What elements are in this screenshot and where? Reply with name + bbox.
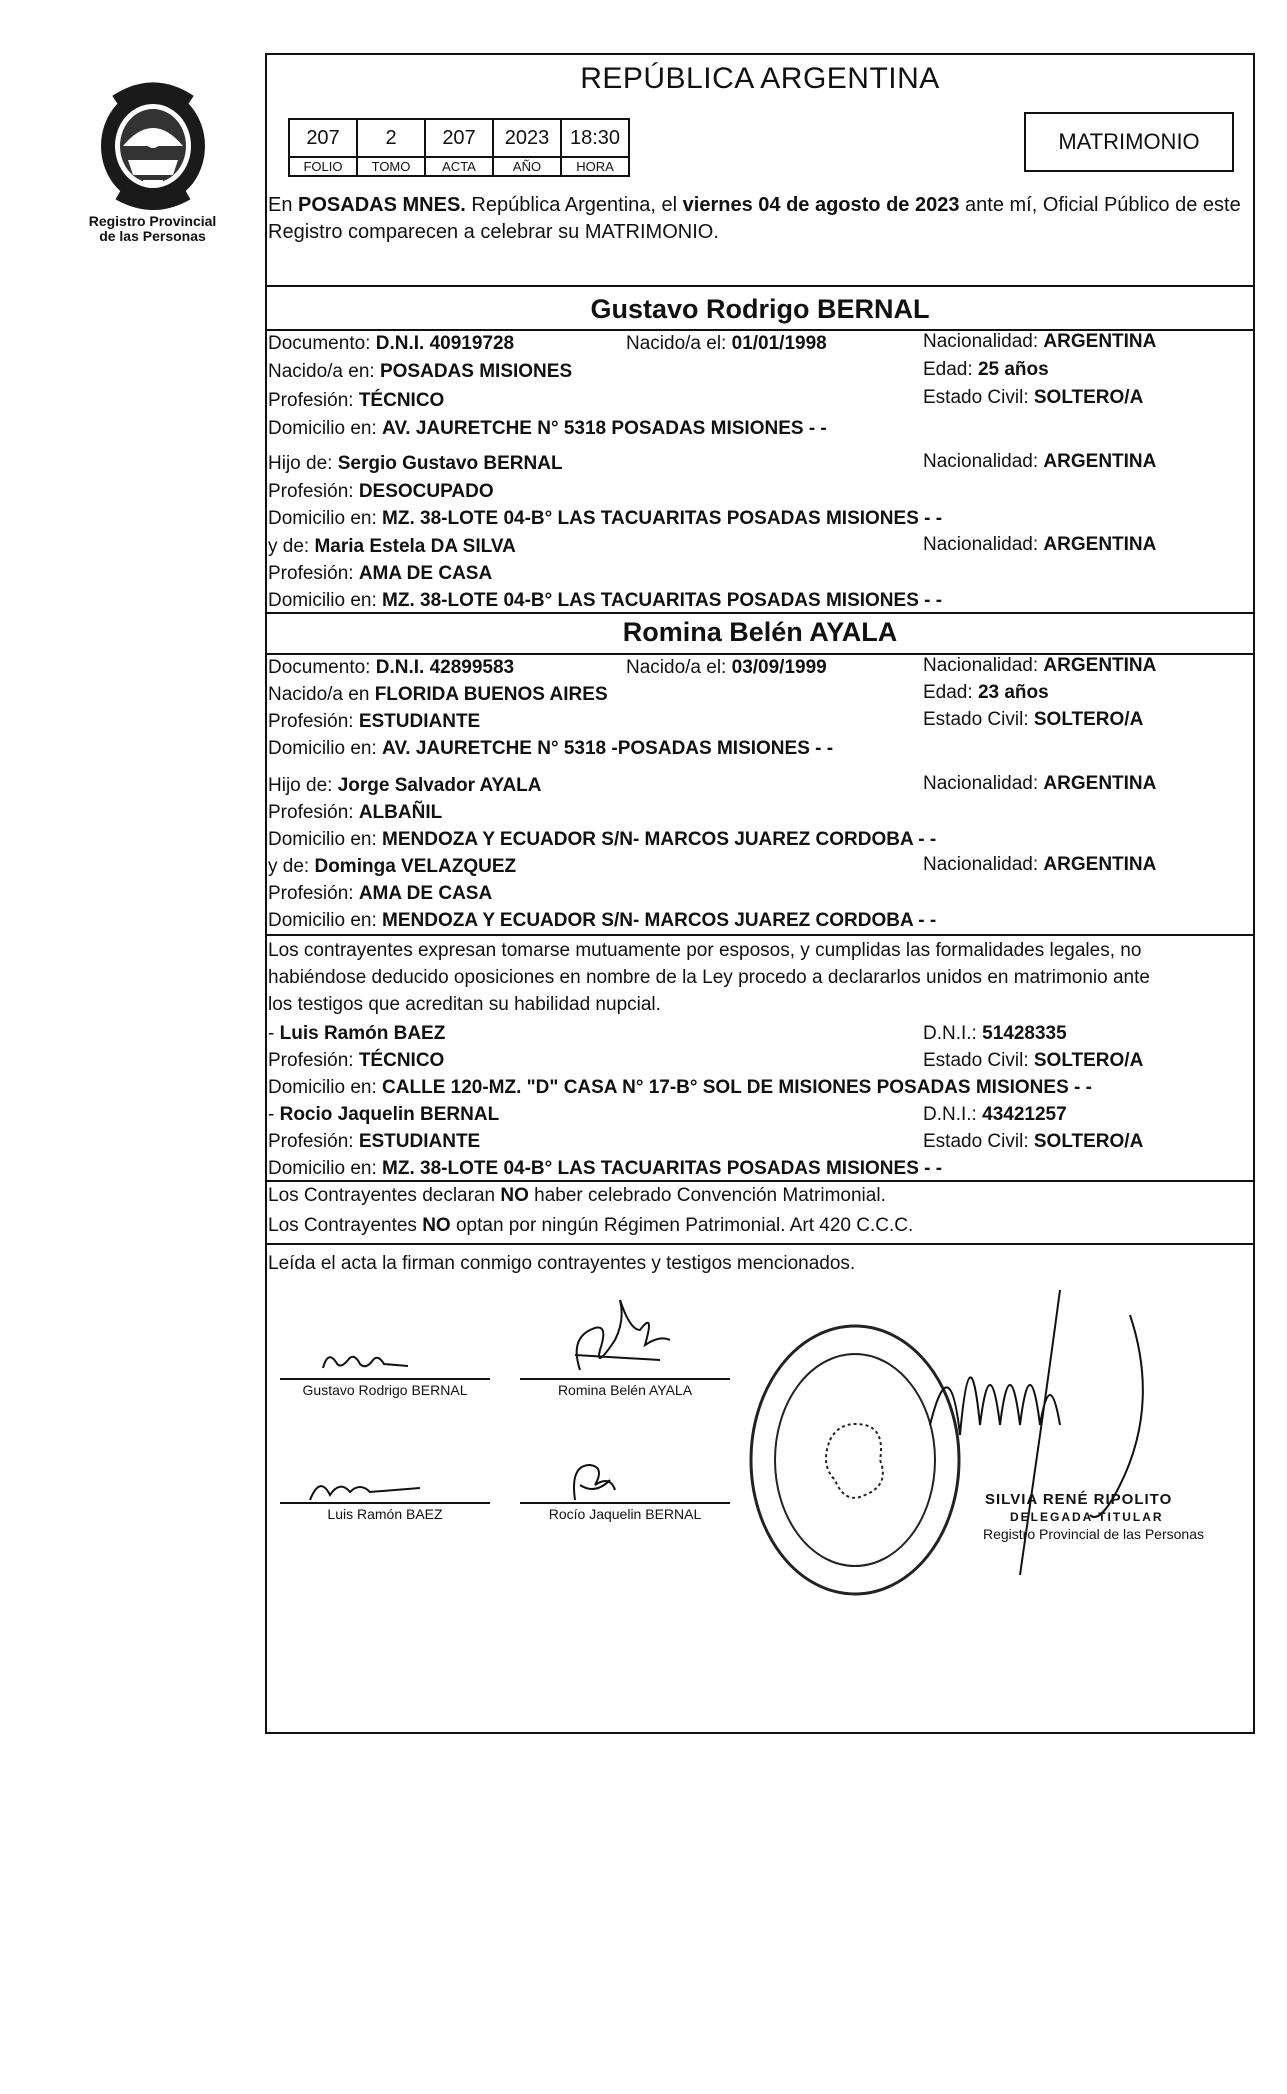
bride-mother: y de: Dominga VELAZQUEZ (268, 856, 517, 877)
groom-document: Documento: D.N.I. 40919728 (268, 333, 515, 354)
tomo-value: 2 (357, 119, 425, 157)
bride-father: Hijo de: Jorge Salvador AYALA (268, 775, 542, 796)
witness-1-dni: D.N.I.: 51428335 (923, 1023, 1067, 1044)
hora-value: 18:30 (561, 119, 629, 157)
witness-1-signature-caption: Luis Ramón BAEZ (327, 1506, 443, 1522)
bride-mother-domicile: Domicilio en: MENDOZA Y ECUADOR S/N- MARCOS JUAREZ CORDOBA - - (268, 910, 937, 931)
bride-birthplace: Nacido/a en FLORIDA BUENOS AIRES (268, 684, 608, 705)
hora-label: HORA (561, 157, 629, 176)
bride-profession: Profesión: ESTUDIANTE (268, 711, 481, 732)
anio-value: 2023 (493, 119, 561, 157)
bride-signature-caption: Romina Belén AYALA (557, 1382, 693, 1398)
groom-father-profession: Profesión: DESOCUPADO (268, 481, 494, 502)
groom-mother-domicile: Domicilio en: MZ. 38-LOTE 04-B° LAS TACUARITAS POSADAS MISIONES - - (268, 590, 943, 611)
intro-place: POSADAS MNES. (298, 194, 466, 216)
witness-1-domicile: Domicilio en: CALLE 120-MZ. "D" CASA N° 17-B° SOL DE MISIONES POSADAS MISIONES - - (268, 1077, 1092, 1098)
divider (265, 285, 1255, 287)
groom-nationality: Nacionalidad: ARGENTINA (923, 331, 1157, 352)
witness-2-signature (565, 1455, 625, 1505)
officer-signature-mark (900, 1285, 1200, 1615)
officer-signature (900, 1285, 1200, 1620)
tomo-label: TOMO (357, 157, 425, 176)
groom-mother: y de: Maria Estela DA SILVA (268, 536, 516, 557)
witness-2-profession: Profesión: ESTUDIANTE (268, 1131, 481, 1152)
bride-father-profession: Profesión: ALBAÑIL (268, 802, 443, 823)
acta-label: ACTA (425, 157, 493, 176)
bride-age: Edad: 23 años (923, 682, 1049, 703)
anio-label: AÑO (493, 157, 561, 176)
page-title: REPÚBLICA ARGENTINA (580, 62, 940, 95)
document-type-box: MATRIMONIO (1024, 112, 1234, 172)
groom-birthplace: Nacido/a en: POSADAS MISIONES (268, 361, 573, 382)
intro-date: viernes 04 de agosto de 2023 (682, 194, 960, 216)
folio-value: 207 (289, 119, 357, 157)
groom-mother-profession: Profesión: AMA DE CASA (268, 563, 493, 584)
witness-1-signature (300, 1470, 430, 1510)
closing-text: Leída el acta la firman conmigo contrayentes y testigos mencionados. (268, 1253, 856, 1274)
convention-line-1: Los Contrayentes declaran NO haber celebrado Convención Matrimonial. (268, 1185, 886, 1206)
witness-1-name: - Luis Ramón BAEZ (268, 1023, 446, 1044)
bride-mother-profession: Profesión: AMA DE CASA (268, 883, 493, 904)
bride-signature-line (520, 1378, 730, 1380)
logo-caption-1: Registro Provincial (88, 213, 217, 229)
witness-1-civil-status: Estado Civil: SOLTERO/A (923, 1050, 1144, 1071)
bride-civil-status: Estado Civil: SOLTERO/A (923, 709, 1144, 730)
divider (265, 1180, 1255, 1182)
bride-birthdate: Nacido/a el: 03/09/1999 (626, 657, 827, 678)
groom-profession: Profesión: TÉCNICO (268, 390, 445, 411)
provincial-shield-icon (93, 80, 213, 210)
divider (265, 1243, 1255, 1245)
witness-2-civil-status: Estado Civil: SOLTERO/A (923, 1131, 1144, 1152)
groom-age: Edad: 25 años (923, 359, 1049, 380)
groom-father-nationality: Nacionalidad: ARGENTINA (923, 451, 1157, 472)
acta-value: 207 (425, 119, 493, 157)
bride-signature (560, 1290, 680, 1380)
bride-father-domicile: Domicilio en: MENDOZA Y ECUADOR S/N- MARCOS JUAREZ CORDOBA - - (268, 829, 937, 850)
divider (265, 612, 1255, 614)
groom-birthdate: Nacido/a el: 01/01/1998 (626, 333, 827, 354)
witness-2-signature-line (520, 1502, 730, 1504)
intro-text: En POSADAS MNES. República Argentina, el viernes 04 de agosto de 2023 ante mí, Oficial Público de este Registro comparecen a celebrar su MATRIMONIO. (268, 194, 1241, 243)
divider (265, 934, 1255, 936)
registry-logo (70, 80, 235, 244)
bride-mother-nationality: Nacionalidad: ARGENTINA (923, 854, 1157, 875)
groom-father-domicile: Domicilio en: MZ. 38-LOTE 04-B° LAS TACUARITAS POSADAS MISIONES - - (268, 508, 943, 529)
officer-name: SILVIA RENÉ RIPOLITO (985, 1491, 1173, 1508)
bride-nationality: Nacionalidad: ARGENTINA (923, 655, 1157, 676)
witness-1-profession: Profesión: TÉCNICO (268, 1050, 445, 1071)
officer-title: DELEGADA TITULAR (1010, 1510, 1164, 1524)
witness-2-dni: D.N.I.: 43421257 (923, 1104, 1067, 1125)
bride-name: Romina Belén AYALA (622, 617, 898, 647)
groom-father: Hijo de: Sergio Gustavo BERNAL (268, 453, 563, 474)
groom-domicile: Domicilio en: AV. JAURETCHE N° 5318 POSADAS MISIONES - - (268, 418, 827, 439)
bride-domicile: Domicilio en: AV. JAURETCHE N° 5318 -POSADAS MISIONES - - (268, 738, 834, 759)
witness-1-signature-line (280, 1502, 490, 1504)
witness-2-signature-caption: Rocío Jaquelin BERNAL (548, 1506, 702, 1522)
convention-line-2: Los Contrayentes NO optan por ningún Régimen Patrimonial. Art 420 C.C.C. (268, 1215, 914, 1236)
officer-organization: Registro Provincial de las Personas (983, 1526, 1204, 1542)
groom-signature-caption: Gustavo Rodrigo BERNAL (302, 1382, 468, 1398)
registry-table (288, 118, 630, 177)
groom-mother-nationality: Nacionalidad: ARGENTINA (923, 534, 1157, 555)
bride-document: Documento: D.N.I. 42899583 (268, 657, 515, 678)
declaration-text: Los contrayentes expresan tomarse mutuamente por esposos, y cumplidas las formalidades legales, no habiéndose deducido oposiciones en nombre de la Ley procedo a declararlos unidos en matrimonio ante los testigos que acreditan su habilidad nupcial. (268, 940, 1150, 1015)
witness-2-name: - Rocio Jaquelin BERNAL (268, 1104, 500, 1125)
folio-label: FOLIO (289, 157, 357, 176)
groom-civil-status: Estado Civil: SOLTERO/A (923, 387, 1144, 408)
logo-caption-2: de las Personas (99, 228, 206, 244)
witness-2-domicile: Domicilio en: MZ. 38-LOTE 04-B° LAS TACUARITAS POSADAS MISIONES - - (268, 1158, 943, 1179)
bride-father-nationality: Nacionalidad: ARGENTINA (923, 773, 1157, 794)
groom-signature (318, 1340, 418, 1380)
groom-name: Gustavo Rodrigo BERNAL (590, 294, 930, 324)
groom-signature-line (280, 1378, 490, 1380)
